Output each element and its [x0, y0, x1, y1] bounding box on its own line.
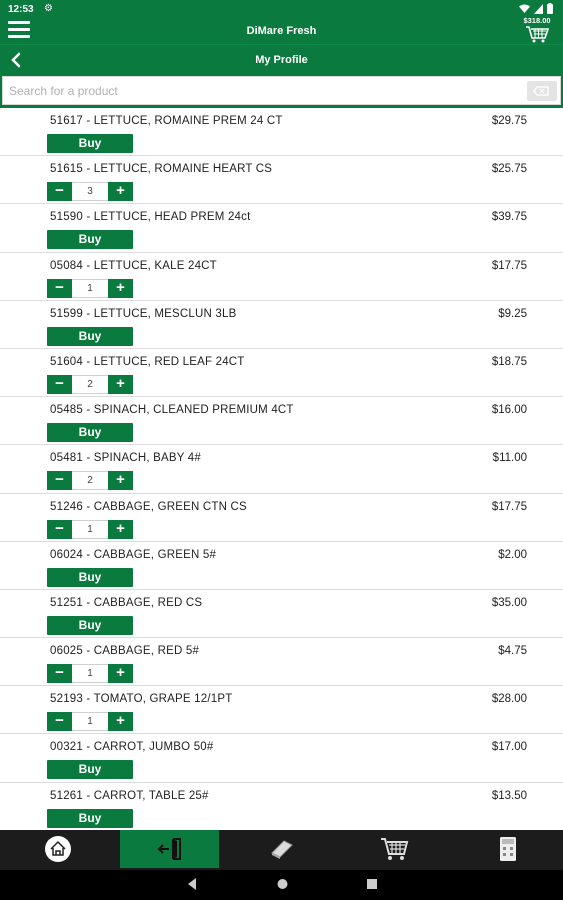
nav-home[interactable]: [8, 830, 107, 868]
catalog-icon: [267, 837, 297, 861]
product-name[interactable]: 05084 - LETTUCE, KALE 24CT: [50, 259, 217, 272]
product-row: [0, 349, 563, 397]
product-row: [0, 783, 563, 830]
product-price: $25.75: [491, 163, 527, 176]
clear-search-button[interactable]: [527, 81, 557, 101]
product-name[interactable]: 05481 - SPINACH, BABY 4#: [50, 452, 201, 465]
decrease-quantity-button[interactable]: −: [47, 520, 72, 539]
product-row: [0, 397, 563, 445]
product-name[interactable]: 06025 - CABBAGE, RED 5#: [50, 645, 200, 658]
buy-button[interactable]: Buy: [47, 327, 133, 346]
decrease-quantity-button[interactable]: −: [47, 375, 72, 394]
buy-button[interactable]: Buy: [47, 423, 133, 442]
product-row: [0, 590, 563, 638]
product-row: [0, 638, 563, 686]
page-title: My Profile: [255, 54, 308, 66]
product-row: [0, 156, 563, 204]
product-name[interactable]: 51246 - CABBAGE, GREEN CTN CS: [50, 500, 247, 513]
product-row: [0, 494, 563, 542]
product-price: $17.75: [491, 500, 527, 513]
system-nav-bar: [0, 870, 563, 900]
buy-button[interactable]: Buy: [47, 760, 133, 779]
product-price: $9.25: [498, 307, 527, 320]
product-row: [0, 686, 563, 734]
product-row: [0, 301, 563, 349]
product-name[interactable]: 51617 - LETTUCE, ROMAINE PREM 24 CT: [50, 115, 283, 127]
product-name[interactable]: 51604 - LETTUCE, RED LEAF 24CT: [50, 355, 245, 368]
home-icon: [43, 834, 73, 864]
decrease-quantity-button[interactable]: −: [47, 664, 72, 683]
product-price: $18.75: [491, 355, 527, 368]
increase-quantity-button[interactable]: +: [108, 664, 133, 683]
back-triangle-icon[interactable]: [186, 877, 198, 891]
increase-quantity-button[interactable]: +: [108, 375, 133, 394]
status-bar: [0, 0, 563, 18]
search-input[interactable]: [2, 76, 561, 105]
cart-icon: [525, 25, 549, 43]
product-name[interactable]: 00321 - CARROT, JUMBO 50#: [50, 741, 214, 754]
nav-cart[interactable]: [344, 830, 443, 868]
product-price: $29.75: [491, 115, 527, 127]
decrease-quantity-button[interactable]: −: [47, 182, 72, 201]
product-price: $35.00: [491, 596, 527, 609]
increase-quantity-button[interactable]: +: [108, 279, 133, 298]
nav-calculator[interactable]: [458, 830, 557, 868]
buy-button[interactable]: Buy: [47, 616, 133, 635]
increase-quantity-button[interactable]: +: [108, 471, 133, 490]
recents-square-icon[interactable]: [366, 877, 378, 891]
buy-button[interactable]: Buy: [47, 134, 133, 153]
increase-quantity-button[interactable]: +: [108, 182, 133, 201]
quantity-field[interactable]: 3: [72, 182, 108, 201]
search-bar: [0, 74, 563, 108]
quantity-field[interactable]: 2: [72, 471, 108, 490]
quantity-field[interactable]: 1: [72, 279, 108, 298]
quantity-stepper: [47, 182, 133, 201]
product-name[interactable]: 52193 - TOMATO, GRAPE 12/1PT: [50, 693, 233, 706]
product-name[interactable]: 05485 - SPINACH, CLEANED PREMIUM 4CT: [50, 404, 294, 417]
quantity-stepper: [47, 279, 133, 298]
status-icons: [519, 3, 553, 14]
quantity-stepper: [47, 375, 133, 394]
header-cart-button[interactable]: [519, 17, 555, 45]
app-bar: [0, 18, 563, 44]
product-price: $11.00: [492, 452, 527, 465]
product-row: [0, 734, 563, 782]
product-price: $17.00: [491, 741, 527, 754]
increase-quantity-button[interactable]: +: [108, 712, 133, 731]
quantity-stepper: [47, 712, 133, 731]
increase-quantity-button[interactable]: +: [108, 520, 133, 539]
buy-button[interactable]: Buy: [47, 809, 133, 828]
quantity-stepper: [47, 471, 133, 490]
buy-button[interactable]: Buy: [47, 568, 133, 587]
app-title: DiMare Fresh: [246, 25, 317, 37]
status-time: 12:53: [8, 4, 34, 15]
product-price: $28.00: [491, 693, 527, 706]
signal-icon: [534, 4, 543, 14]
product-price: $39.75: [491, 211, 527, 224]
product-price: $17.75: [491, 259, 527, 272]
product-row: [0, 253, 563, 301]
product-row: [0, 204, 563, 252]
cart-icon: [379, 836, 409, 862]
product-list[interactable]: [0, 108, 563, 830]
product-name[interactable]: 51615 - LETTUCE, ROMAINE HEART CS: [50, 163, 273, 176]
quantity-field[interactable]: 2: [72, 375, 108, 394]
product-price: $16.00: [491, 404, 527, 417]
product-row: [0, 108, 563, 156]
nav-logout[interactable]: [120, 830, 219, 868]
logout-icon: [155, 837, 185, 861]
nav-catalog[interactable]: [232, 830, 331, 868]
product-name[interactable]: 51261 - CARROT, TABLE 25#: [50, 789, 209, 802]
quantity-stepper: [47, 520, 133, 539]
product-price: $4.75: [498, 645, 527, 658]
product-name[interactable]: 51599 - LETTUCE, MESCLUN 3LB: [50, 307, 237, 320]
product-price: $2.00: [498, 548, 527, 561]
calculator-icon: [498, 836, 518, 862]
product-row: [0, 542, 563, 590]
product-name[interactable]: 06024 - CABBAGE, GREEN 5#: [50, 548, 217, 561]
quantity-field[interactable]: 1: [72, 664, 108, 683]
product-price: $13.50: [491, 789, 527, 802]
product-name[interactable]: 51590 - LETTUCE, HEAD PREM 24ct: [50, 211, 251, 224]
home-circle-icon[interactable]: [276, 877, 289, 891]
settings-status-icon: ⚙: [44, 3, 53, 14]
decrease-quantity-button[interactable]: −: [47, 712, 72, 731]
cart-total: $318.00: [523, 16, 551, 25]
sub-header: [0, 44, 563, 74]
backspace-icon: [527, 81, 557, 101]
decrease-quantity-button[interactable]: −: [47, 279, 72, 298]
decrease-quantity-button[interactable]: −: [47, 471, 72, 490]
bottom-nav: [0, 830, 563, 870]
quantity-stepper: [47, 664, 133, 683]
quantity-field[interactable]: 1: [72, 520, 108, 539]
buy-button[interactable]: Buy: [47, 230, 133, 249]
wifi-icon: [519, 4, 530, 14]
product-row: [0, 445, 563, 493]
battery-icon: [547, 3, 553, 14]
product-name[interactable]: 51251 - CABBAGE, RED CS: [50, 596, 203, 609]
quantity-field[interactable]: 1: [72, 712, 108, 731]
